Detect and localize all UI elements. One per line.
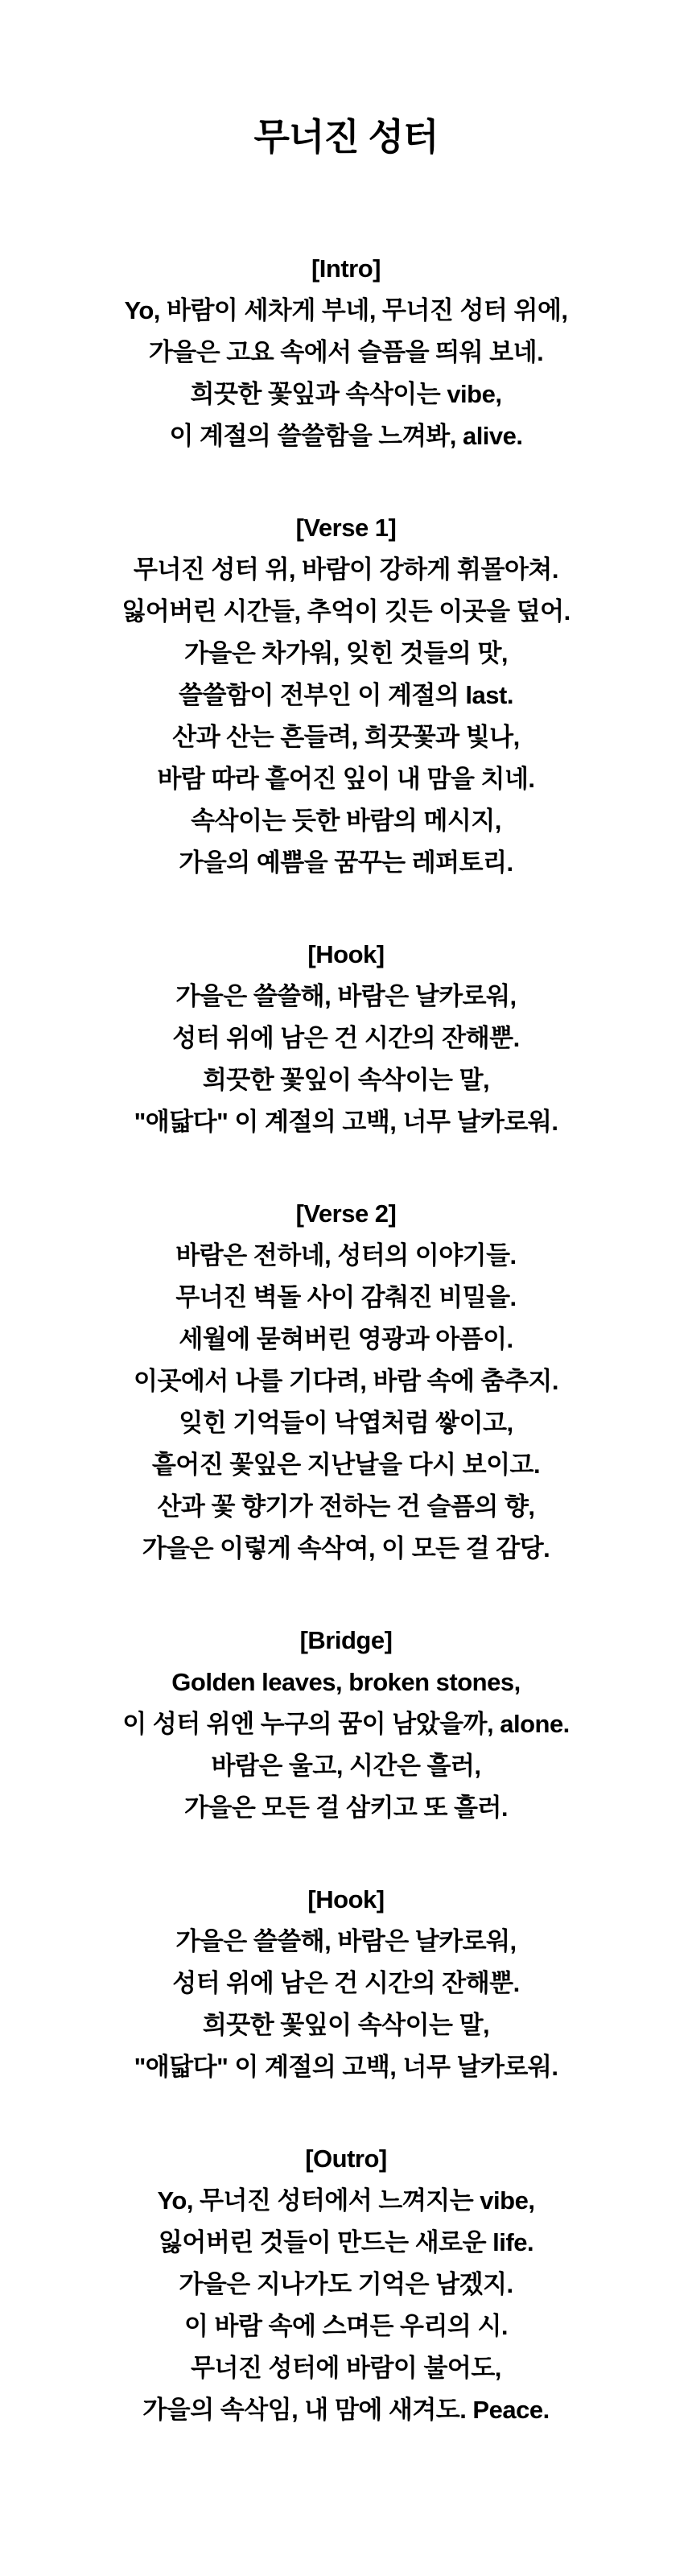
lyric-line: 산과 산는 흔들려, 희끗꽃과 빛나, bbox=[172, 723, 520, 751]
lyrics-section bbox=[0, 1193, 692, 1570]
lyric-line: Yo, 바람이 세차게 부네, 무너진 성터 위에, bbox=[124, 296, 568, 324]
section-header: [Outro] bbox=[305, 2145, 387, 2173]
lyric-line: 희끗한 꽃잎이 속삭이는 말, bbox=[202, 2011, 490, 2039]
lyric-line: 잃어버린 것들이 만드는 새로운 life. bbox=[158, 2228, 534, 2256]
lyric-line: 잊힌 기억들이 낙엽처럼 쌓이고, bbox=[179, 1409, 513, 1437]
lyric-line: 가을은 고요 속에서 슬픔을 띄워 보네. bbox=[148, 338, 544, 366]
lyric-line: "애닯다" 이 계절의 고백, 너무 날카로워. bbox=[134, 2053, 558, 2081]
lyric-line: 가을의 예쁨을 꿈꾸는 레퍼토리. bbox=[179, 848, 513, 877]
lyric-line: 희끗한 꽃잎이 속삭이는 말, bbox=[202, 1066, 490, 1094]
section-header: [Verse 2] bbox=[295, 1199, 397, 1228]
lyric-line: "애닯다" 이 계절의 고백, 너무 날카로워. bbox=[134, 1108, 558, 1136]
lyrics-section bbox=[0, 507, 692, 884]
lyric-line: 가을은 쓸쓸해, 바람은 날카로워, bbox=[175, 1927, 517, 1955]
lyric-line: 이 바람 속에 스며든 우리의 시. bbox=[183, 2312, 509, 2340]
lyrics-section bbox=[0, 1879, 692, 2088]
lyrics-section bbox=[0, 2138, 692, 2431]
lyric-line: Golden leaves, broken stones, bbox=[171, 1668, 521, 1696]
lyric-line: 잃어버린 시간들, 추억이 깃든 이곳을 덮어. bbox=[122, 597, 570, 625]
section-header: [Hook] bbox=[307, 1885, 385, 1913]
lyric-line: 무너진 성터 위, 바람이 강하게 휘몰아쳐. bbox=[134, 555, 558, 584]
song-title: 무너진 성터 bbox=[253, 116, 439, 158]
lyric-line: 바람은 울고, 시간은 흘러, bbox=[211, 1752, 481, 1780]
lyric-line: 흩어진 꽃잎은 지난날을 다시 보이고. bbox=[151, 1451, 541, 1479]
lyric-line: 산과 꽃 향기가 전하는 건 슬픔의 향, bbox=[157, 1492, 535, 1521]
lyric-line: 무너진 성터에 바람이 불어도, bbox=[191, 2354, 501, 2382]
lyric-line: 이 계절의 쓸쓸함을 느껴봐, alive. bbox=[169, 422, 523, 450]
lyric-line: 바람은 전하네, 성터의 이야기들. bbox=[175, 1241, 517, 1269]
section-header: [Intro] bbox=[311, 254, 381, 283]
lyric-line: 이 성터 위엔 누구의 꿈이 남았을까, alone. bbox=[122, 1710, 570, 1738]
lyric-line: 바람 따라 흩어진 잎이 내 맘을 치네. bbox=[157, 765, 535, 793]
lyric-line: 세월에 묻혀버린 영광과 아픔이. bbox=[179, 1325, 513, 1353]
lyric-line: 속삭이는 듯한 바람의 메시지, bbox=[191, 807, 501, 835]
lyrics-section bbox=[0, 1620, 692, 1829]
lyrics-section bbox=[0, 248, 692, 457]
section-header: [Bridge] bbox=[299, 1626, 393, 1654]
lyric-line: 희끗한 꽃잎과 속삭이는 vibe, bbox=[190, 380, 502, 408]
lyrics-sections bbox=[0, 248, 692, 2431]
lyric-line: 가을은 모든 걸 삼키고 또 흘러. bbox=[183, 1794, 509, 1822]
section-header: [Hook] bbox=[307, 940, 385, 968]
lyric-line: 가을의 속삭임, 내 맘에 새겨도. Peace. bbox=[142, 2396, 550, 2424]
lyric-line: 가을은 지나가도 기억은 남겠지. bbox=[179, 2270, 513, 2298]
lyric-line: 쓸쓸함이 전부인 이 계절의 last. bbox=[179, 681, 513, 709]
lyric-line: 가을은 쓸쓸해, 바람은 날카로워, bbox=[175, 982, 517, 1010]
lyric-line: 가을은 이렇게 속삭여, 이 모든 걸 감당. bbox=[142, 1534, 550, 1563]
lyric-line: Yo, 무너진 성터에서 느껴지는 vibe, bbox=[157, 2186, 535, 2215]
lyric-line: 가을은 차가워, 잊힌 것들의 맛, bbox=[183, 639, 509, 667]
section-header: [Verse 1] bbox=[295, 514, 397, 542]
lyric-line: 성터 위에 남은 건 시간의 잔해뿐. bbox=[172, 1969, 520, 1997]
lyric-line: 무너진 벽돌 사이 감춰진 비밀을. bbox=[175, 1283, 517, 1311]
lyrics-section bbox=[0, 934, 692, 1143]
lyric-line: 성터 위에 남은 건 시간의 잔해뿐. bbox=[172, 1024, 520, 1052]
lyric-line: 이곳에서 나를 기다려, 바람 속에 춤추지. bbox=[134, 1367, 558, 1395]
